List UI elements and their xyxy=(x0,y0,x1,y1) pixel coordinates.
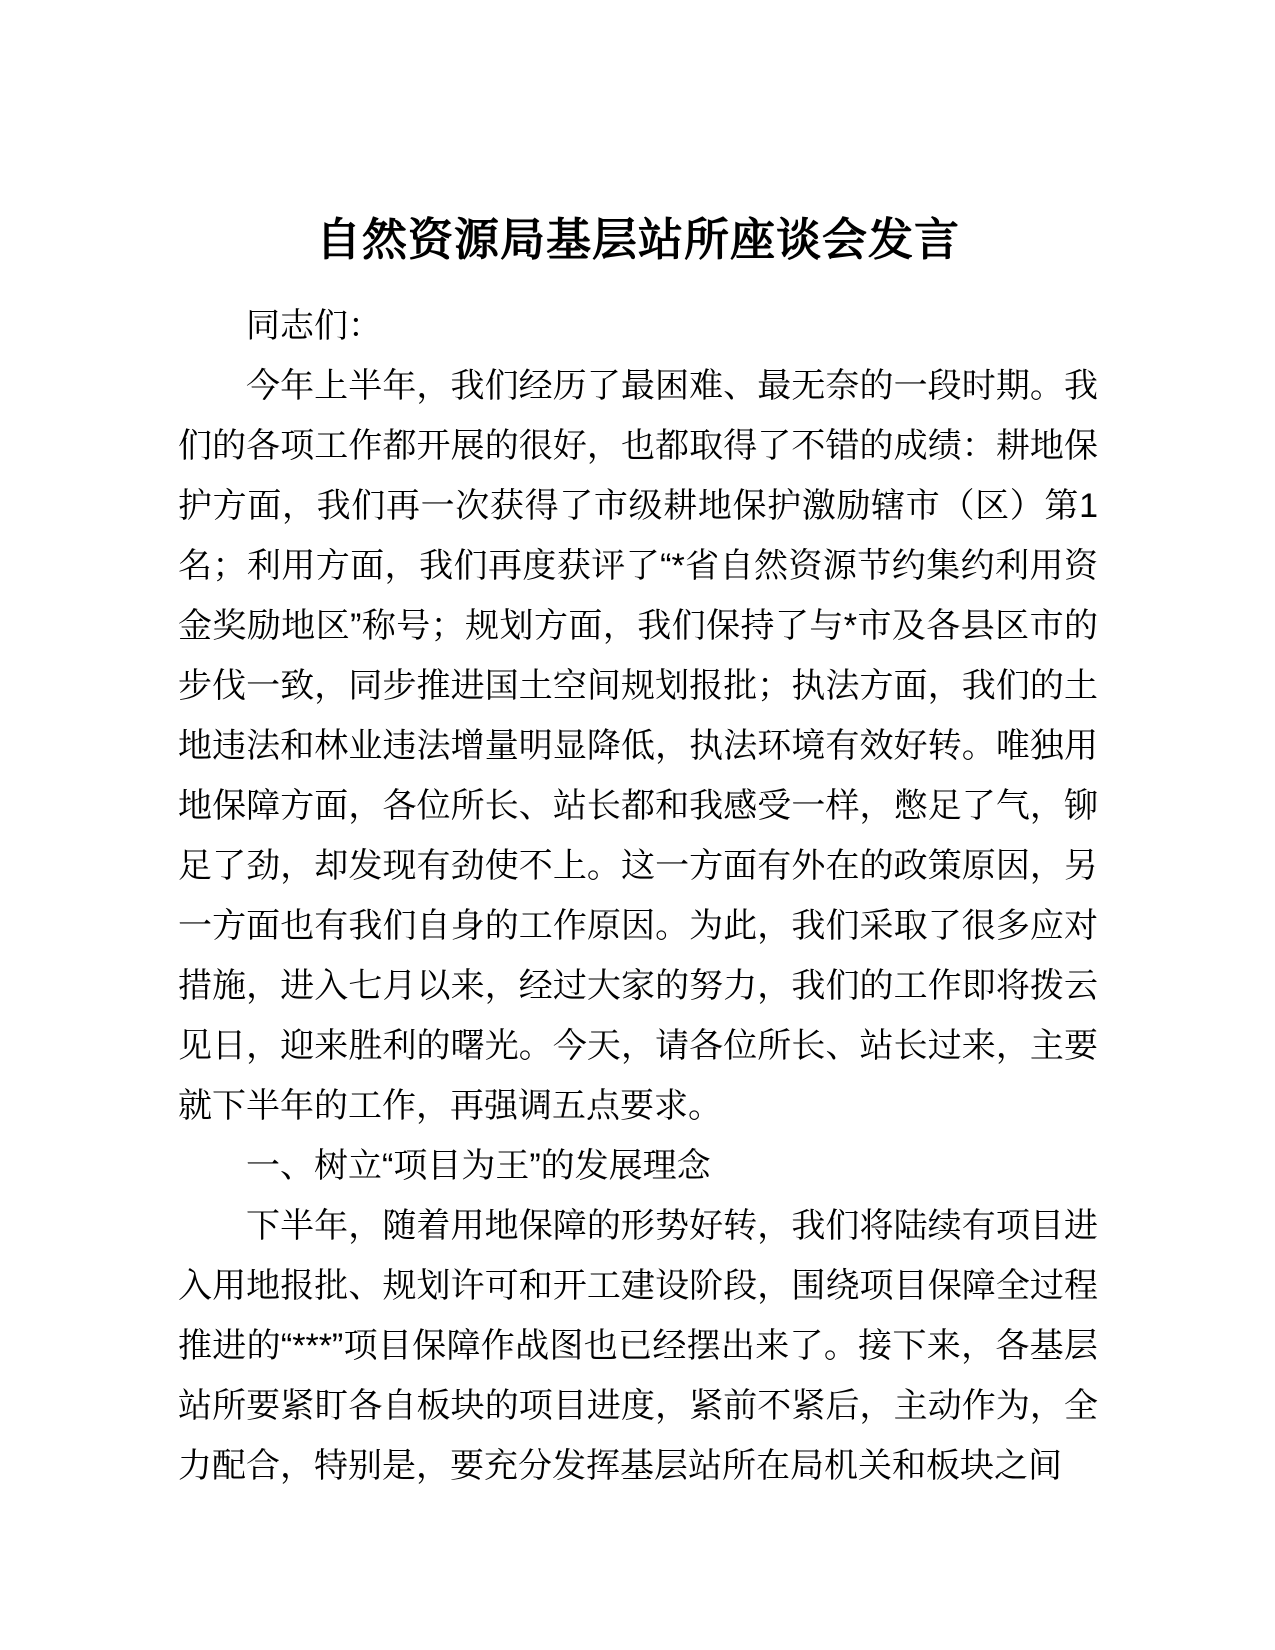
salutation-paragraph: 同志们： xyxy=(246,307,382,345)
section-heading-1: 一、树立“项目为王”的发展理念 xyxy=(246,1147,711,1185)
intro-paragraph: 今年上半年，我们经历了最困难、最无奈的一段时期。我们的各项工作都开展的很好，也都取得了不错的成绩：耕地保护方面，我们再一次获得了市级耕地保护激励辖市（区）第1名；利用方面，我们再度获评了“*省自然资源节约集约利用资金奖励地区”称号；规划方面，我们保持了与*市及各县区市的步伐一致，同步推进国土空间规划报批；执法方面，我们的土地违法和林业违法增量明显降低，执法环境有效好转。唯独用地保障方面，各位所长、站长都和我感受一样，憋足了气，铆足了劲，却发现有劲使不上。这一方面有外在的政策原因，另一方面也有我们自身的工作原因。为此，我们采取了很多应对措施，进入七月以来，经过大家的努力，我们的工作即将拨云见日，迎来胜利的曙光。今天，请各位所长、站长过来，主要就下半年的工作，再强调五点要求。 xyxy=(178,367,1098,1125)
section-1-paragraph: 下半年，随着用地保障的形势好转，我们将陆续有项目进入用地报批、规划许可和开工建设阶段，围绕项目保障全过程推进的“***”项目保障作战图也已经摆出来了。接下来，各基层站所要紧盯各自板块的项目进度，紧前不紧后，主动作为，全力配合，特别是，要充分发挥基层站所在局机关和板块之间 xyxy=(178,1207,1098,1485)
document-title: 自然资源局基层站所座谈会发言 xyxy=(315,214,960,265)
